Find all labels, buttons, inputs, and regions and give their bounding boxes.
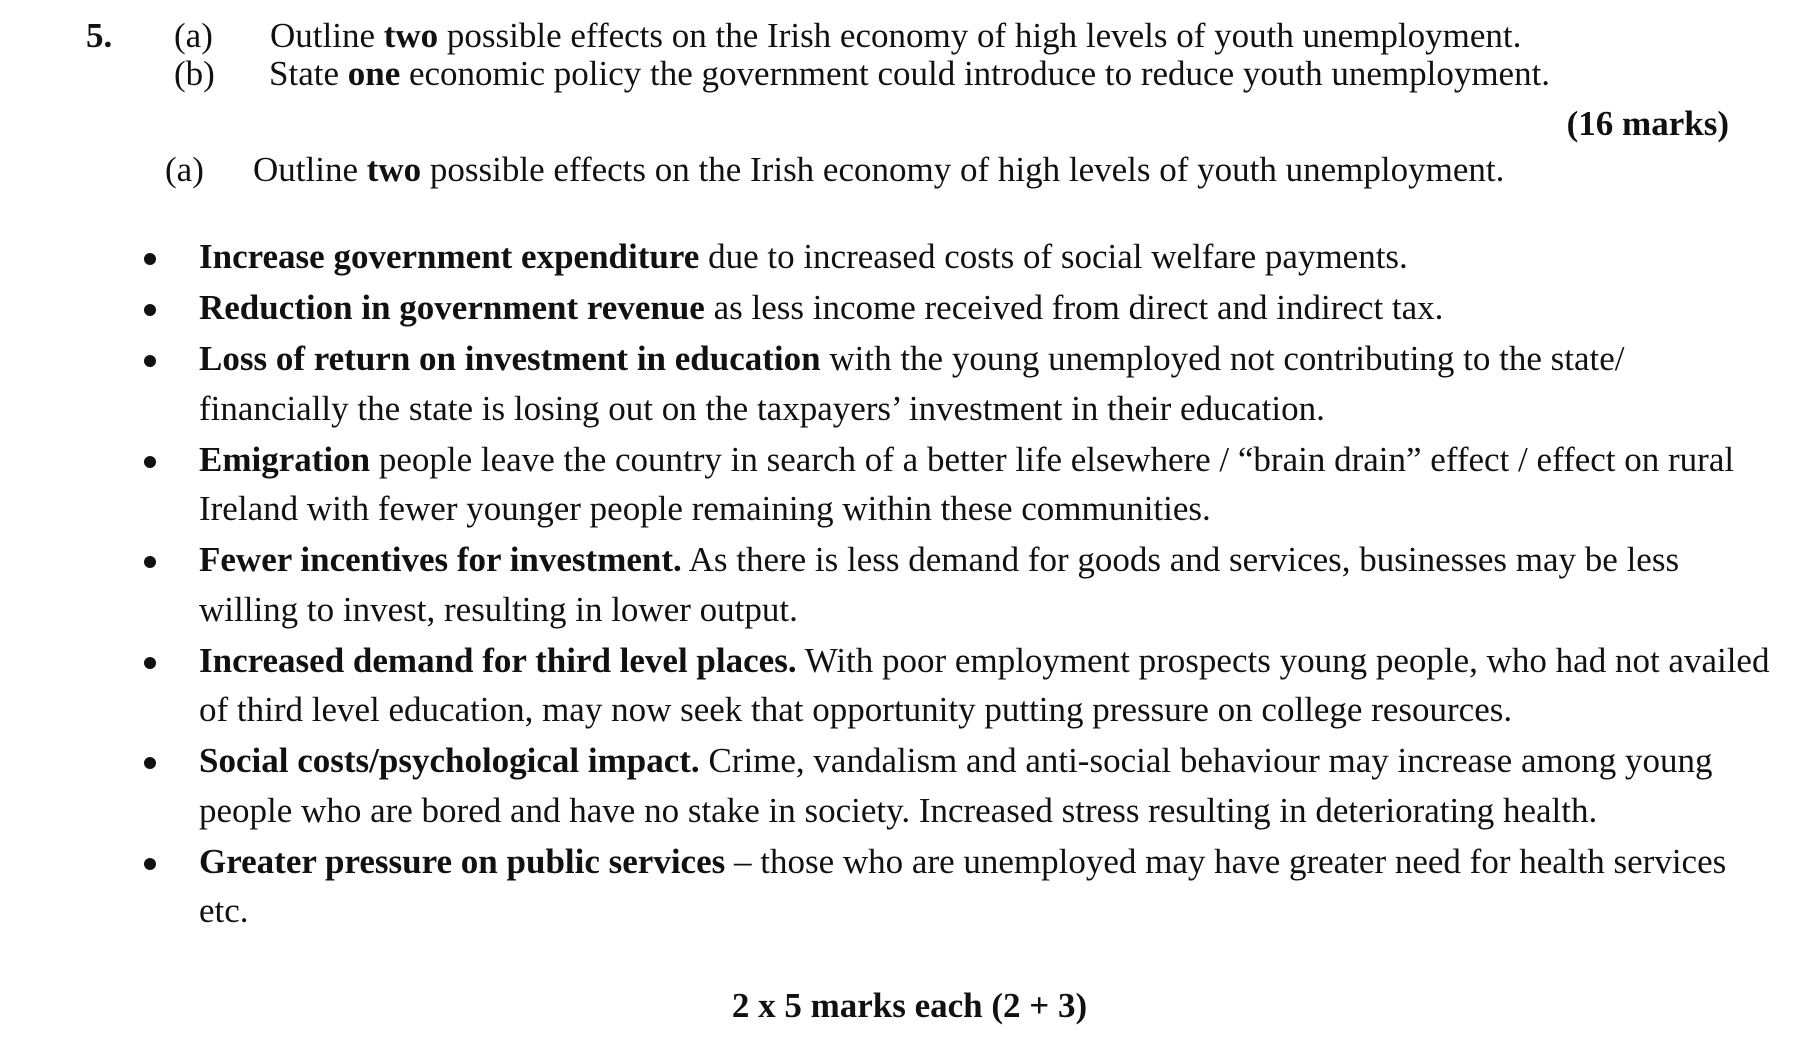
bullet-icon — [144, 858, 156, 870]
answer-text: as less income received from direct and indirect tax. — [704, 288, 1444, 327]
answer-heading: Increased demand for third level places. — [199, 640, 797, 680]
answer-item — [140, 334, 1770, 433]
answer-text: due to increased costs of social welfare payments. — [699, 237, 1408, 276]
answer-heading: Emigration — [199, 439, 371, 479]
question-part-b — [174, 52, 1550, 96]
marking-note: 2 x 5 marks each (2 + 3) — [731, 986, 1088, 1025]
part-text-post: possible effects on the Irish economy of high levels of youth unemployment. — [438, 16, 1522, 55]
answer-text: Crime, vandalism and anti-social behaviour may increase among young people who are bored and have no stake in society. Increased stress resulting in deteriorating health. — [199, 741, 1713, 830]
part-letter: (a) — [174, 16, 213, 55]
answer-heading: Social costs/psychological impact. — [199, 741, 700, 780]
total-marks: (16 marks) — [1566, 104, 1729, 143]
bullet-icon — [144, 355, 156, 367]
answer-text: With poor employment prospects young people, who had not availed of third level education, may now seek that opportunity putting pressure on college resources. — [199, 640, 1770, 729]
part-text-bold: two — [383, 16, 439, 55]
section-text-post: possible effects on the Irish economy of high levels of youth unemployment. — [421, 150, 1505, 189]
bullet-icon — [144, 657, 156, 669]
answer-item — [140, 232, 1770, 282]
answer-item — [140, 283, 1770, 333]
section-letter: (a) — [165, 150, 204, 189]
answer-text: – those who are unemployed may have greater need for health services etc. — [199, 841, 1727, 930]
answer-heading: Loss of return on investment in education — [199, 339, 821, 378]
part-text-pre: State — [269, 54, 348, 93]
answer-item — [140, 435, 1770, 534]
answer-text: with the young unemployed not contributing to the state/ financially the state is losing out on the taxpayers’ investment in their education. — [199, 339, 1625, 428]
answer-section-heading — [165, 148, 1504, 192]
answer-heading: Fewer incentives for investment. — [199, 540, 682, 579]
bullet-icon — [144, 304, 156, 316]
answer-heading: Increase government expenditure — [199, 237, 700, 276]
part-text-post: economic policy the government could introduce to reduce youth unemployment. — [400, 54, 1551, 93]
section-text-bold: two — [366, 150, 422, 189]
bullet-icon — [144, 556, 156, 568]
section-text-pre: Outline — [253, 150, 367, 189]
answer-item — [140, 736, 1770, 835]
question-number: 5. — [86, 16, 113, 55]
part-letter: (b) — [174, 54, 215, 93]
answer-heading: Reduction in government revenue — [199, 288, 705, 327]
bullet-icon — [144, 253, 156, 265]
answer-list — [140, 232, 1770, 937]
answer-item — [140, 535, 1770, 634]
answer-item — [140, 636, 1770, 735]
answer-item — [140, 837, 1770, 936]
bullet-icon — [144, 456, 156, 468]
part-text-bold: one — [347, 54, 401, 93]
answer-heading: Greater pressure on public services — [199, 841, 726, 881]
answer-text: people leave the country in search of a better life elsewhere / “brain drain” effect / effect on rural Ireland with fewer younger people remaining within these communities. — [199, 439, 1735, 528]
answer-text: As there is less demand for goods and services, businesses may be less willing to invest, resulting in lower output. — [199, 540, 1680, 629]
bullet-icon — [144, 757, 156, 769]
part-text-pre: Outline — [270, 16, 384, 55]
